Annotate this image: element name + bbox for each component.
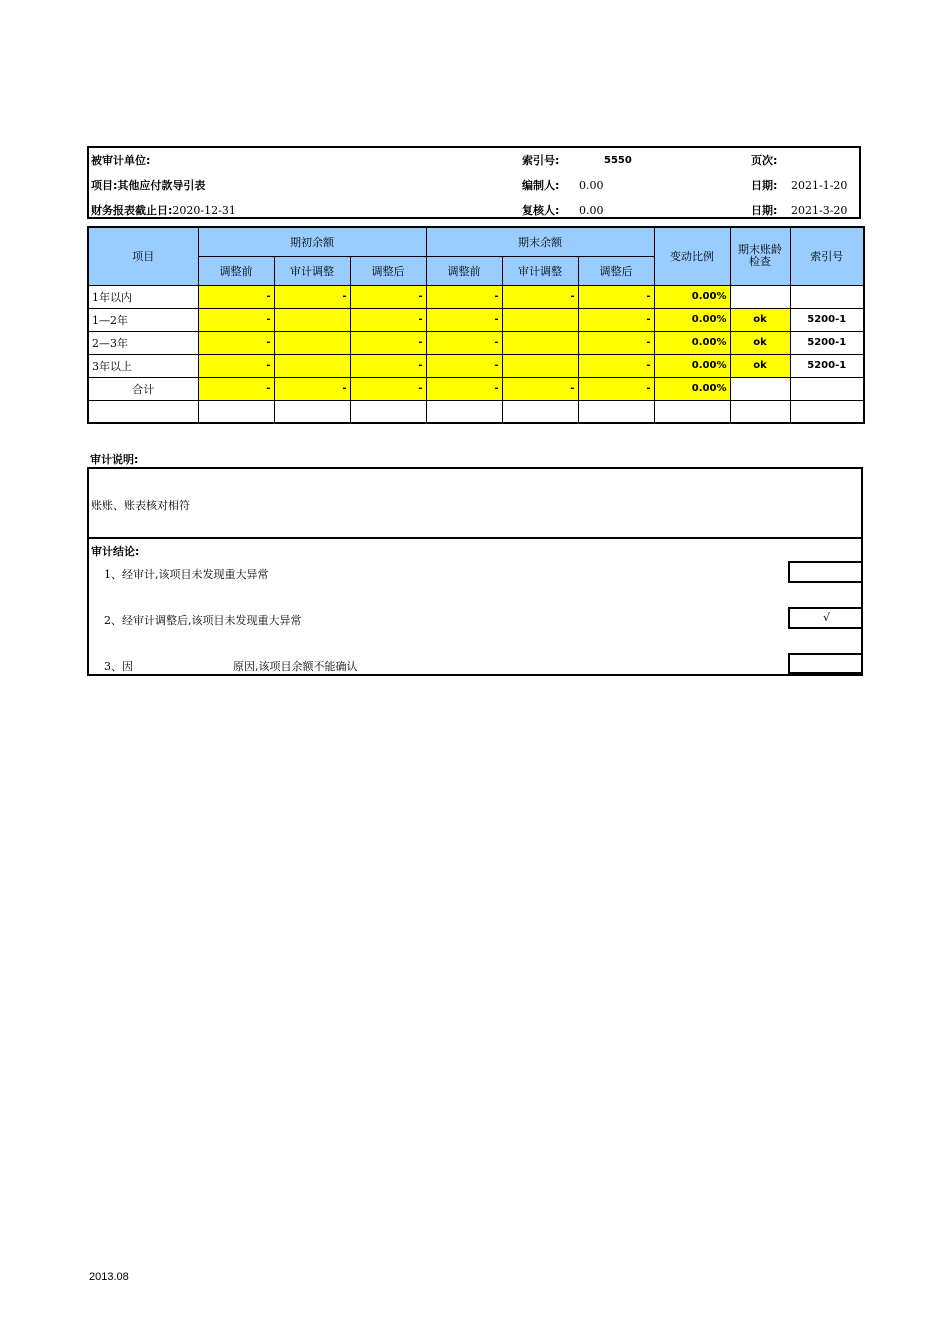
- table-row: [88, 285, 864, 308]
- cell-closing-after: -: [578, 285, 654, 308]
- conclusion-item-3: [104, 658, 358, 674]
- cell-closing-before: -: [426, 354, 502, 377]
- index-no-label: 索引号:: [522, 154, 560, 167]
- sub-closing-adjust: 审计调整: [502, 256, 578, 285]
- col-index-header: 索引号: [790, 227, 864, 285]
- footer-version: 2013.08: [89, 1271, 129, 1283]
- sub-opening-after: 调整后: [350, 256, 426, 285]
- cell-closing-before: -: [426, 331, 502, 354]
- cell-index: 5200-1: [790, 331, 864, 354]
- total-aging: [730, 377, 790, 400]
- page-label: 页次:: [751, 154, 778, 167]
- cell-opening-after: -: [350, 285, 426, 308]
- sub-opening-before: 调整前: [198, 256, 274, 285]
- table-row: [88, 331, 864, 354]
- cell-opening-before: -: [198, 308, 274, 331]
- preparer-label: 编制人:: [522, 179, 560, 192]
- date1-value: 2021-1-20: [791, 179, 848, 192]
- cell-opening-after: -: [350, 331, 426, 354]
- sub-opening-adjust: 审计调整: [274, 256, 350, 285]
- conclusion-item-3-prefix: 3、因: [104, 660, 133, 673]
- total-row: [88, 377, 864, 400]
- row-label: 1年以内: [88, 285, 198, 308]
- cell-opening-adjust: -: [274, 285, 350, 308]
- header-row-1: [88, 227, 864, 256]
- reviewer-label: 复核人:: [522, 204, 560, 217]
- preparer-value: 0.00: [579, 179, 604, 192]
- cell-index: 5200-1: [790, 354, 864, 377]
- empty-row: [88, 400, 864, 423]
- cell-closing-after: -: [578, 308, 654, 331]
- report-date-value: 2020-12-31: [172, 204, 236, 217]
- audit-notes-text: 账账、账表核对相符: [91, 499, 190, 512]
- cell-aging: ok: [730, 354, 790, 377]
- report-date: [91, 204, 236, 217]
- cell-opening-before: -: [198, 354, 274, 377]
- cell-closing-before: -: [426, 308, 502, 331]
- cell-index: 5200-1: [790, 308, 864, 331]
- date2-label: 日期:: [751, 204, 778, 217]
- group-closing-header: 期末余额: [426, 227, 654, 256]
- cell-change: 0.00%: [654, 308, 730, 331]
- cell-aging: ok: [730, 308, 790, 331]
- sub-closing-after: 调整后: [578, 256, 654, 285]
- cell-opening-adjust: [274, 308, 350, 331]
- date1-label: 日期:: [751, 179, 778, 192]
- conclusion-check-1[interactable]: [788, 561, 863, 583]
- cell-closing-adjust: [502, 308, 578, 331]
- total-change: 0.00%: [654, 377, 730, 400]
- cell-opening-after: -: [350, 354, 426, 377]
- row-label: 2—3年: [88, 331, 198, 354]
- row-label: 1—2年: [88, 308, 198, 331]
- cell-change: 0.00%: [654, 354, 730, 377]
- cell-closing-after: -: [578, 331, 654, 354]
- cell-change: 0.00%: [654, 285, 730, 308]
- conclusion-item-1: 1、经审计,该项目未发现重大异常: [104, 568, 269, 581]
- cell-closing-adjust: [502, 331, 578, 354]
- group-opening-header: 期初余额: [198, 227, 426, 256]
- conclusion-divider: [89, 537, 861, 539]
- table-row: [88, 354, 864, 377]
- cell-closing-adjust: [502, 354, 578, 377]
- total-closing-after: -: [578, 377, 654, 400]
- total-label: 合计: [88, 377, 198, 400]
- cell-opening-before: -: [198, 331, 274, 354]
- cell-opening-before: -: [198, 285, 274, 308]
- cell-closing-adjust: -: [502, 285, 578, 308]
- project-label: 项目:其他应付款导引表: [91, 179, 206, 192]
- conclusion-check-2[interactable]: √: [788, 607, 863, 629]
- table-row: [88, 308, 864, 331]
- cell-index: [790, 285, 864, 308]
- col-item-header: 项目: [88, 227, 198, 285]
- cell-closing-after: -: [578, 354, 654, 377]
- audited-unit-label: 被审计单位:: [91, 154, 151, 167]
- col-change-header: 变动比例: [654, 227, 730, 285]
- cell-closing-before: -: [426, 285, 502, 308]
- cell-opening-after: -: [350, 308, 426, 331]
- row-label: 3年以上: [88, 354, 198, 377]
- audit-notes-box: [87, 467, 863, 676]
- cell-change: 0.00%: [654, 331, 730, 354]
- conclusion-item-2: 2、经审计调整后,该项目未发现重大异常: [104, 614, 302, 627]
- total-opening-after: -: [350, 377, 426, 400]
- conclusion-item-3-suffix: 原因,该项目余额不能确认: [233, 660, 358, 673]
- col-aging-header: 期末账龄检查: [730, 227, 790, 285]
- total-closing-adjust: -: [502, 377, 578, 400]
- date2-value: 2021-3-20: [791, 204, 848, 217]
- cell-aging: [730, 285, 790, 308]
- cell-opening-adjust: [274, 331, 350, 354]
- report-date-label: 财务报表截止日:: [91, 204, 173, 217]
- conclusion-check-3[interactable]: [788, 653, 863, 674]
- ledger-table: [87, 226, 865, 424]
- total-closing-before: -: [426, 377, 502, 400]
- total-index: [790, 377, 864, 400]
- cell-aging: ok: [730, 331, 790, 354]
- audit-conclusion-label: 审计结论:: [91, 545, 140, 558]
- total-opening-before: -: [198, 377, 274, 400]
- reviewer-value: 0.00: [579, 204, 604, 217]
- audit-notes-label: 审计说明:: [90, 453, 139, 466]
- cell-opening-adjust: [274, 354, 350, 377]
- header-info-box: [87, 146, 861, 219]
- index-no-value: 5550: [604, 155, 632, 166]
- total-opening-adjust: -: [274, 377, 350, 400]
- sub-closing-before: 调整前: [426, 256, 502, 285]
